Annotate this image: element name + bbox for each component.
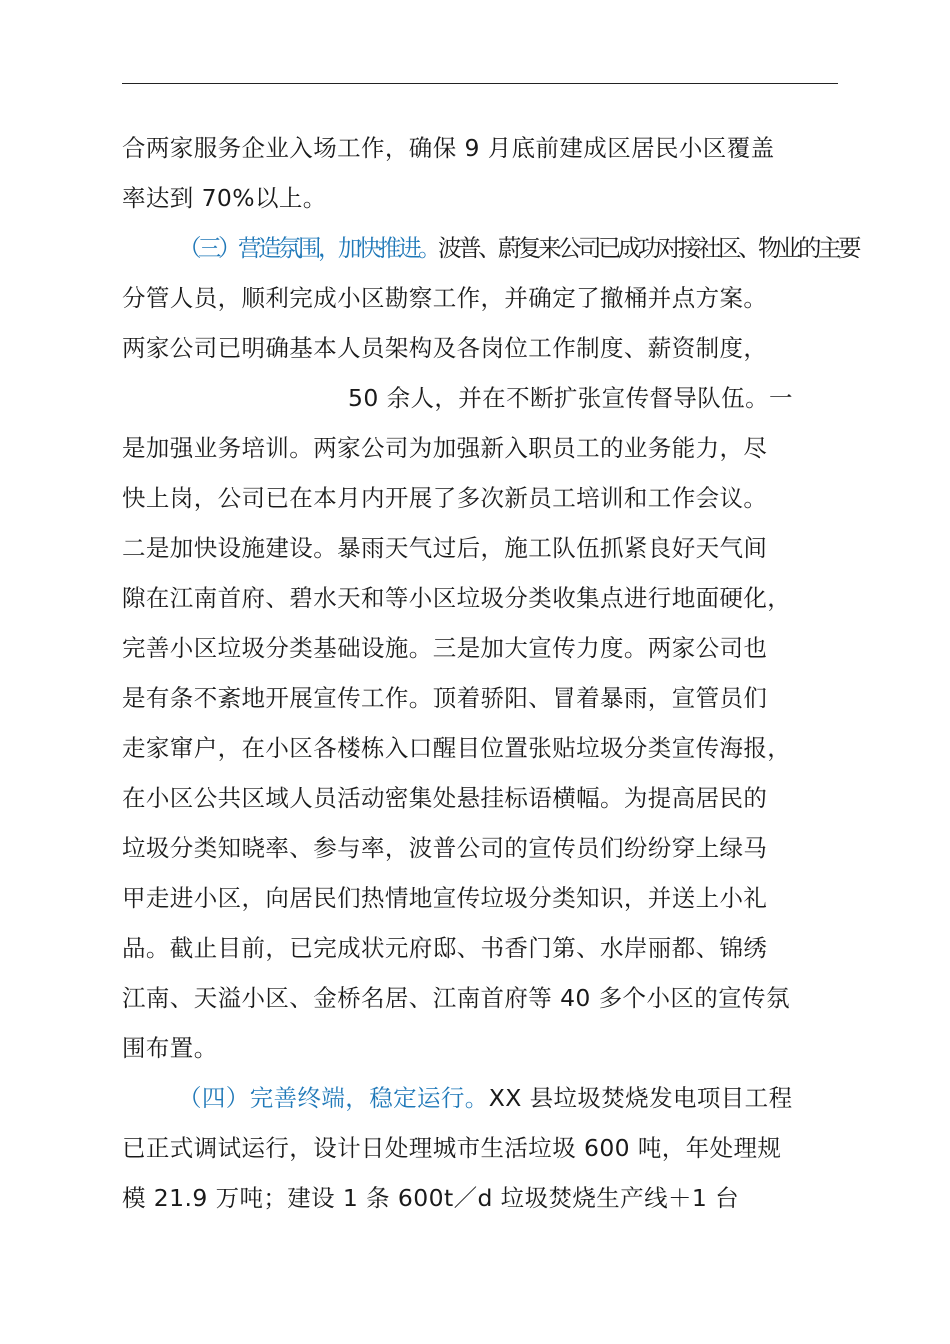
text-line-9: 二是加快设施建设。暴雨天气过后，施工队伍抓紧良好天气间 xyxy=(122,534,768,562)
text-line-4: 分管人员，顺利完成小区勘察工作，并确定了撤桶并点方案。 xyxy=(122,284,768,312)
text-line-22: 模 21.9 万吨；建设 1 条 600t／d 垃圾焚烧生产线＋1 台 xyxy=(122,1184,740,1212)
text-line-2: 率达到 70%以上。 xyxy=(122,184,327,212)
text-line-1: 合两家服务企业入场工作，确保 9 月底前建成区居民小区覆盖 xyxy=(122,134,775,162)
text-line-13: 走家窜户，在小区各楼栋入口醒目位置张贴垃圾分类宣传海报， xyxy=(122,734,792,762)
paragraph-3-first-line xyxy=(178,224,898,272)
text-line-19: 围布置。 xyxy=(122,1034,218,1062)
section-4-text: XX 县垃圾焚烧发电项目工程 xyxy=(488,1084,793,1112)
text-line-6-text: 50 余人，并在不断扩张宣传督导队伍。一 xyxy=(348,384,793,412)
text-line-12: 是有条不紊地开展宣传工作。顶着骄阳、冒着暴雨，宣管员们 xyxy=(122,684,768,712)
text-line-16: 甲走进小区，向居民们热情地宣传垃圾分类知识，并送上小礼 xyxy=(122,884,768,912)
text-line-14: 在小区公共区域人员活动密集处悬挂标语横幅。为提高居民的 xyxy=(122,784,768,812)
text-line-5: 两家公司已明确基本人员架构及各岗位工作制度、薪资制度， xyxy=(122,334,768,362)
text-line-6 xyxy=(122,374,842,422)
section-3-heading: （三）营造氛围，加快推进。 xyxy=(178,234,438,262)
text-line-17: 品。截止目前，已完成状元府邸、书香门第、水岸丽都、锦绣 xyxy=(122,934,768,962)
paragraph-4-first-line xyxy=(178,1074,898,1122)
header-rule xyxy=(122,83,838,84)
section-3-text: 波普、蔚复来公司已成功对接社区、物业的主要 xyxy=(438,234,858,262)
text-line-8: 快上岗，公司已在本月内开展了多次新员工培训和工作会议。 xyxy=(122,484,768,512)
text-line-7: 是加强业务培训。两家公司为加强新入职员工的业务能力，尽 xyxy=(122,434,768,462)
text-line-18: 江南、天溢小区、金桥名居、江南首府等 40 多个小区的宣传氛 xyxy=(122,984,790,1012)
section-4-heading: （四）完善终端，稳定运行。 xyxy=(178,1084,489,1112)
text-line-15: 垃圾分类知晓率、参与率，波普公司的宣传员们纷纷穿上绿马 xyxy=(122,834,768,862)
text-line-11: 完善小区垃圾分类基础设施。三是加大宣传力度。两家公司也 xyxy=(122,634,768,662)
text-line-21: 已正式调试运行，设计日处理城市生活垃圾 600 吨，年处理规 xyxy=(122,1134,782,1162)
text-line-10: 隙在江南首府、碧水天和等小区垃圾分类收集点进行地面硬化， xyxy=(122,584,792,612)
